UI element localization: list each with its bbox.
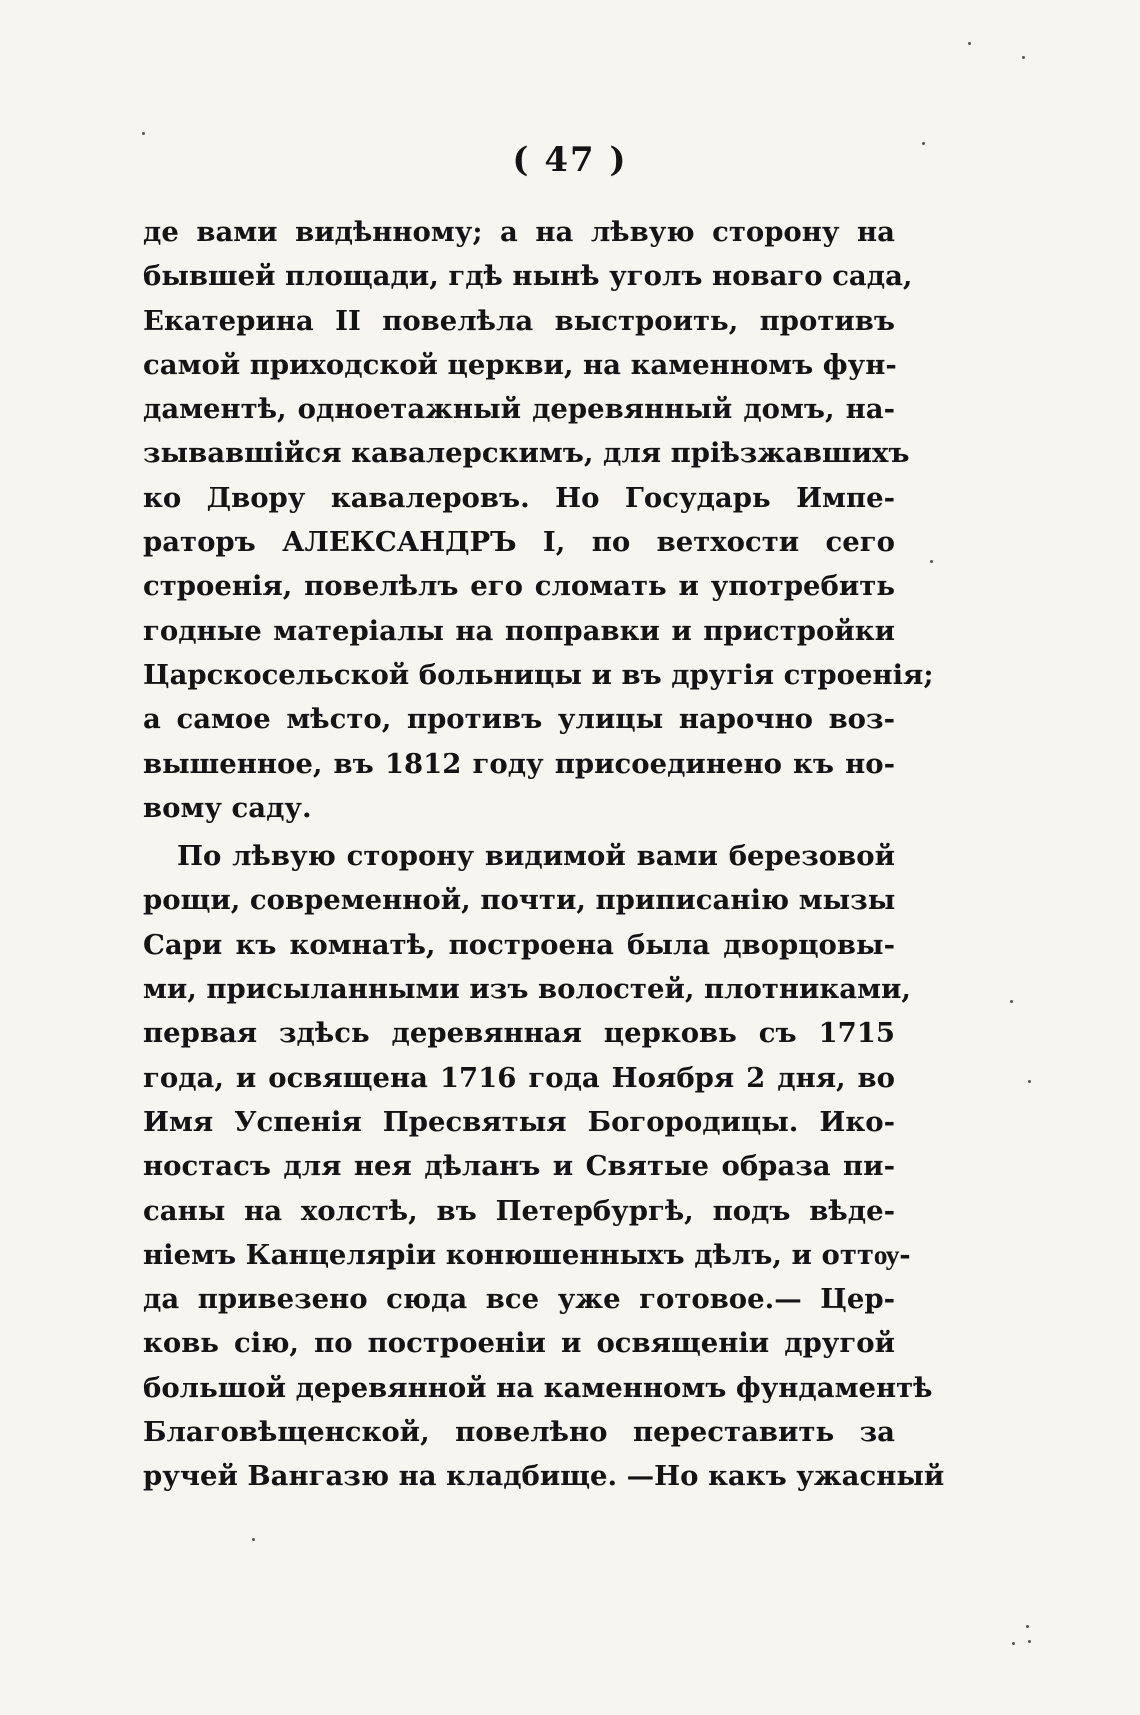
text-line: ніемъ Канцеляріи конюшенныхъ дѣлъ, и оттѹ- [143, 1238, 911, 1271]
text-line: да привезено сюда все уже готовое.— Цер- [143, 1283, 895, 1316]
text-line: года, и освящена 1716 года Ноября 2 дня, во [143, 1061, 895, 1094]
text-line: ко Двору кавалеровъ. Но Государь Импе- [143, 481, 895, 514]
text-line: строенія, повелѣлъ его сломать и употребить [143, 570, 895, 603]
text-line: раторъ АЛЕКСАНДРЪ I, по ветхости сего [143, 526, 895, 559]
scan-speck [1022, 56, 1025, 59]
scan-speck [1012, 1642, 1015, 1645]
text-line: самой приходской церкви, на каменномъ фун- [143, 348, 897, 381]
text-line: а самое мѣсто, противъ улицы нарочно воз- [143, 703, 895, 736]
text-line: даментѣ, одноетажный деревянный домъ, на- [143, 393, 895, 426]
text-line: ручей Вангазю на кладбище. —Но какъ ужасный [143, 1460, 945, 1493]
scan-speck [142, 132, 145, 135]
page-number: ( 47 ) [512, 140, 628, 180]
paragraph-1 [143, 210, 934, 830]
body-text [143, 210, 945, 1499]
text-line: зывавшійся кавалерскимъ, для пріѣзжавшихъ [143, 437, 910, 470]
text-line: годные матеріалы на поправки и пристройки [143, 614, 895, 647]
scan-speck [1028, 1640, 1031, 1643]
text-line: ми, присыланными изъ волостей, плотниками, [143, 973, 911, 1006]
scan-speck [968, 42, 971, 45]
text-line: бывшей площади, гдѣ нынѣ уголъ новаго сада, [143, 260, 913, 293]
scan-speck [252, 1538, 255, 1541]
scan-speck [1028, 1080, 1031, 1083]
text-line: большой деревянной на каменномъ фундаментѣ [143, 1371, 933, 1404]
text-line: Сари къ комнатѣ, построена была дворцовы- [143, 928, 895, 961]
scan-speck [922, 142, 925, 145]
paragraph-2 [143, 834, 945, 1498]
text-line: саны на холстѣ, въ Петербургѣ, подъ вѣде- [143, 1194, 895, 1227]
text-line: Екатерина II повелѣла выстроить, противъ [143, 304, 895, 337]
scan-speck [1010, 1000, 1013, 1003]
scan-speck [930, 560, 933, 563]
text-line: По лѣвую сторону видимой вами березовой [177, 840, 895, 873]
text-line: вому саду. [143, 791, 312, 824]
text-line: ностасъ для нея дѣланъ и Святые образа пи- [143, 1150, 895, 1183]
text-line: рощи, современной, почти, приписанію мызы [143, 884, 896, 917]
text-line: первая здѣсь деревянная церковь съ 1715 [143, 1017, 895, 1050]
text-line: Благовѣщенской, повелѣно переставить за [143, 1416, 895, 1449]
text-line: Имя Успенія Пресвятыя Богородицы. Ико- [143, 1105, 895, 1138]
text-line: де вами видѣнному; а на лѣвую сторону на [143, 216, 895, 248]
text-line: Царскосельской больницы и въ другія строенія; [143, 658, 934, 691]
text-line: ковь сію, по построеніи и освященіи другой [143, 1327, 895, 1360]
text-line: вышенное, въ 1812 году присоединено къ но- [143, 747, 895, 780]
scan-speck [1026, 1625, 1029, 1628]
